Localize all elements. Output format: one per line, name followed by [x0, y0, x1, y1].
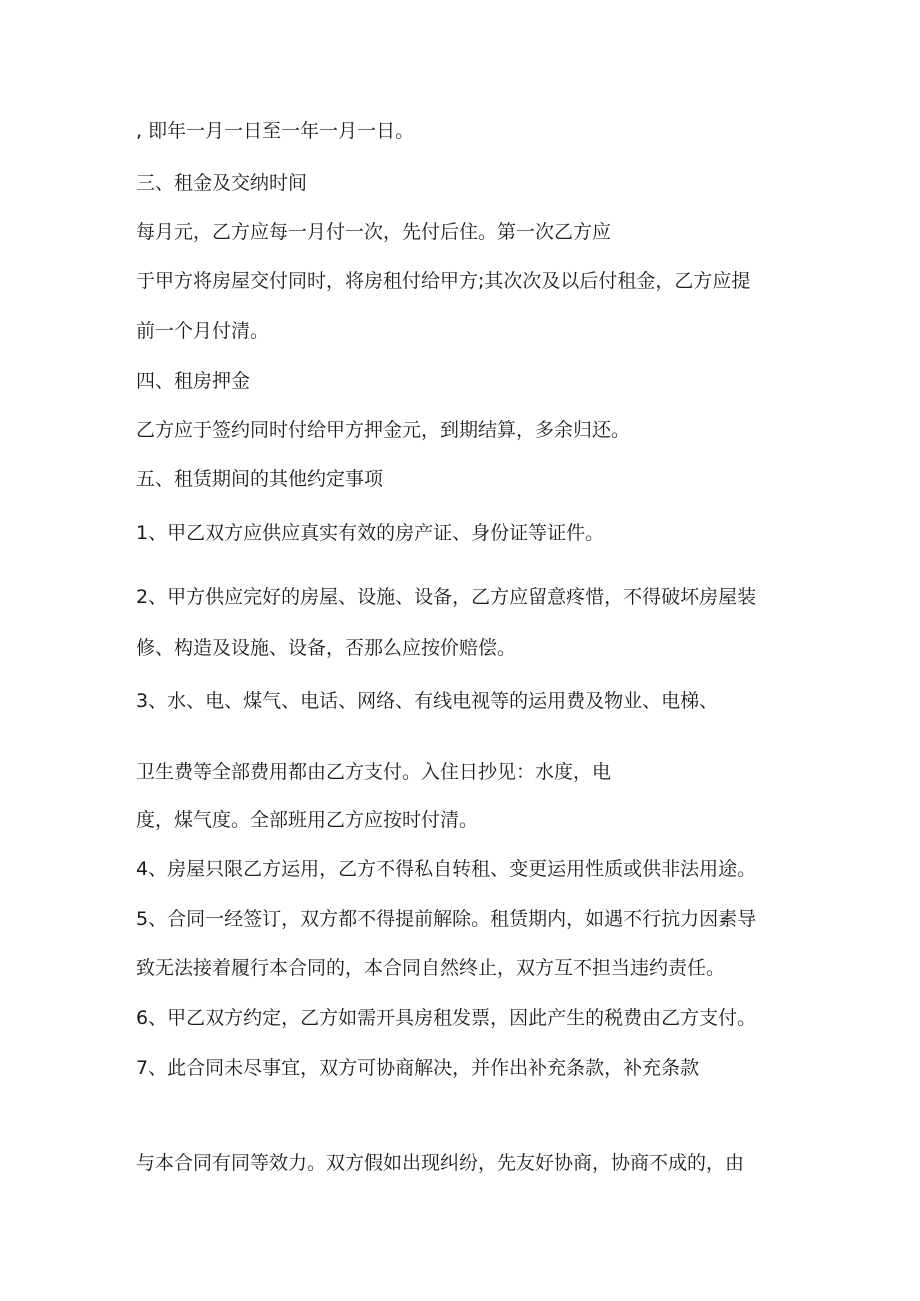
- section-heading-deposit: 四、租房押金: [136, 370, 251, 392]
- text-line-rent-2: 于甲方将房屋交付同时，将房租付给甲方;其次次及以后付租金，乙方应提: [136, 270, 751, 292]
- text-line-rent-1: 每月元，乙方应每一月付一次，先付后住。第一次乙方应: [136, 221, 612, 243]
- section-heading-other-terms: 五、租赁期间的其他约定事项: [136, 468, 384, 490]
- clause-5-line-2: 致无法接着履行本合同的，本合同自然终止，双方互不担当违约责任。: [136, 957, 726, 979]
- clause-3-line-1: 3、水、电、煤气、电话、网络、有线电视等的运用费及物业、电梯、: [136, 690, 719, 712]
- clause-1: 1、甲乙双方应供应真实有效的房产证、身份证等证件。: [136, 522, 605, 544]
- clause-2-line-1: 2、甲方供应完好的房屋、设施、设备，乙方应留意疼惜，不得破坏房屋装: [136, 586, 757, 608]
- clause-7-line-1: 7、此合同未尽事宜，双方可协商解决，并作出补充条款，补充条款: [136, 1057, 700, 1079]
- clause-6: 6、甲乙双方约定，乙方如需开具房租发票，因此产生的税费由乙方支付。: [136, 1007, 757, 1029]
- clause-3-line-3: 度，煤气度。全部班用乙方应按时付清。: [136, 809, 479, 831]
- clause-3-line-2: 卫生费等全部费用都由乙方支付。入住日抄见：水度，电: [136, 761, 612, 783]
- text-line-deposit: 乙方应于签约同时付给甲方押金元，到期结算，多余归还。: [136, 419, 631, 441]
- text-line-rent-3: 前一个月付清。: [136, 320, 270, 342]
- text-line-term-dates: , 即年一月一日至一年一月一日。: [136, 120, 415, 142]
- section-heading-rent: 三、租金及交纳时间: [136, 172, 308, 194]
- clause-7-line-2: 与本合同有同等效力。双方假如出现纠纷，先友好协商，协商不成的，由: [136, 1152, 745, 1174]
- clause-2-line-2: 修、构造及设施、设备，否那么应按价赔偿。: [136, 637, 517, 659]
- clause-5-line-1: 5、合同一经签订，双方都不得提前解除。租赁期内，如遇不行抗力因素导: [136, 908, 757, 930]
- clause-4: 4、房屋只限乙方运用，乙方不得私自转租、变更运用性质或供非法用途。: [136, 858, 757, 880]
